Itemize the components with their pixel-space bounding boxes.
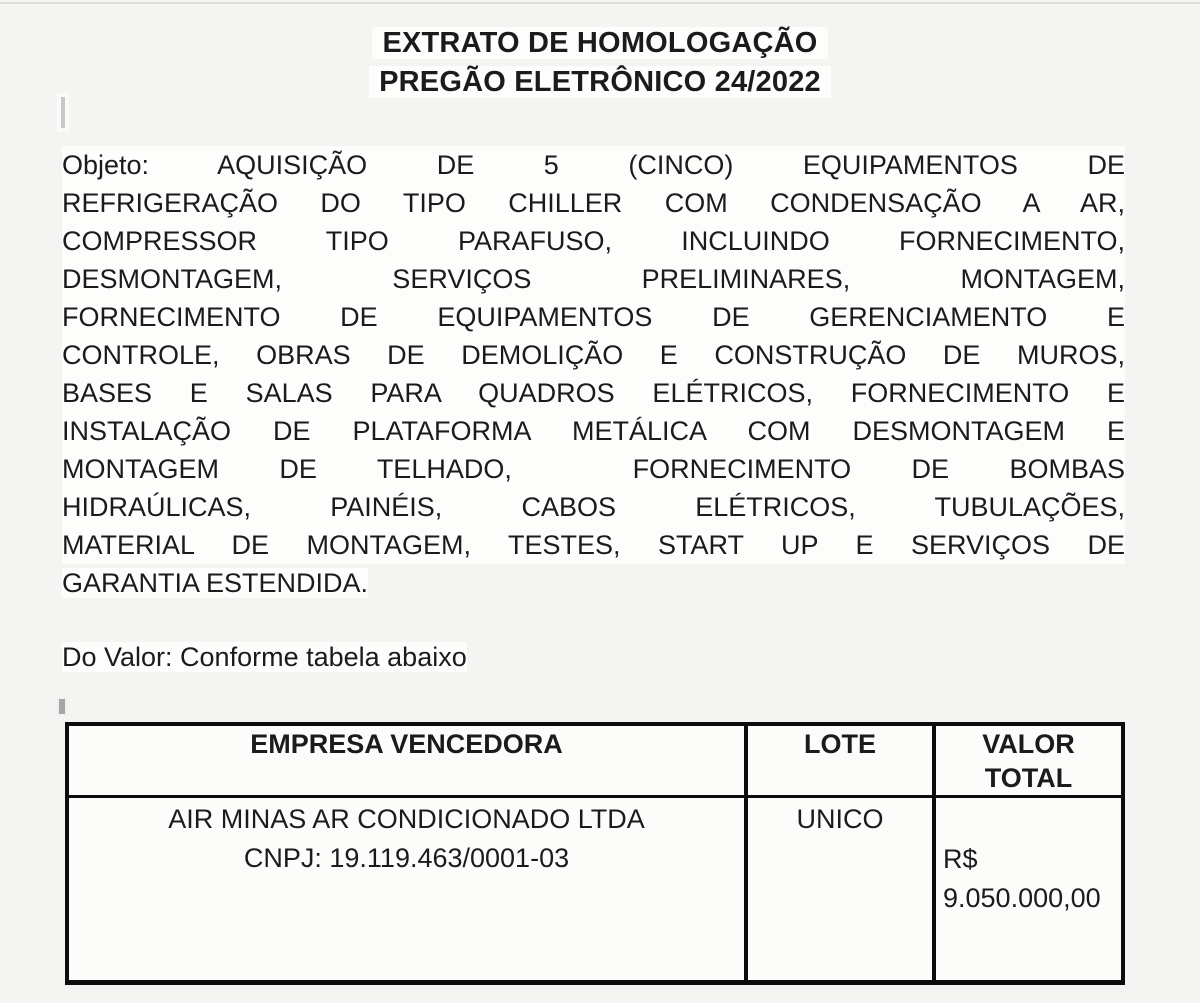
scan-artifact-mark-top <box>61 97 65 128</box>
col-header-lote: LOTE <box>748 726 936 798</box>
document-title <box>0 24 1200 102</box>
paragraph-line: REFRIGERAÇÃO DO TIPO CHILLER COM CONDENSAÇÃO A AR, <box>62 184 1125 222</box>
paragraph-line: Objeto: AQUISIÇÃO DE 5 (CINCO) EQUIPAMENTOS DE <box>62 146 1125 184</box>
cell-valor-total <box>936 798 1121 980</box>
paragraph-line-last <box>62 564 1125 602</box>
valor-note-text: Do Valor: Conforme tabela abaixo <box>62 642 467 672</box>
paragraph-line-last-text: GARANTIA ESTENDIDA. <box>62 568 369 598</box>
object-paragraph <box>62 146 1125 602</box>
table-header-row <box>69 726 1121 798</box>
col-header-empresa-vencedora: EMPRESA VENCEDORA <box>69 726 748 798</box>
valor-note <box>62 638 467 676</box>
paragraph-line: MONTAGEM DE TELHADO, FORNECIMENTO DE BOMBAS <box>62 450 1125 488</box>
top-divider <box>0 2 1200 4</box>
paragraph-line: BASES E SALAS PARA QUADROS ELÉTRICOS, FORNECIMENTO E <box>62 374 1125 412</box>
empresa-name: AIR MINAS AR CONDICIONADO LTDA <box>168 804 645 834</box>
title-line-2-text: PREGÃO ELETRÔNICO 24/2022 <box>369 66 831 98</box>
title-line-1-text: EXTRATO DE HOMOLOGAÇÃO <box>372 27 827 59</box>
paragraph-line: INSTALAÇÃO DE PLATAFORMA METÁLICA COM DESMONTAGEM E <box>62 412 1125 450</box>
paragraph-line: COMPRESSOR TIPO PARAFUSO, INCLUINDO FORNECIMENTO, <box>62 222 1125 260</box>
cell-empresa <box>69 798 748 980</box>
paragraph-line: DESMONTAGEM, SERVIÇOS PRELIMINARES, MONTAGEM, <box>62 260 1125 298</box>
table-row <box>69 798 1121 980</box>
paragraph-line: HIDRAÚLICAS, PAINÉIS, CABOS ELÉTRICOS, TUBULAÇÕES, <box>62 488 1125 526</box>
valor-amount: 9.050.000,00 <box>943 883 1101 913</box>
paragraph-line: FORNECIMENTO DE EQUIPAMENTOS DE GERENCIAMENTO E <box>62 298 1125 336</box>
scan-artifact-mark-table <box>59 699 65 714</box>
winner-table <box>65 722 1125 985</box>
paragraph-line: CONTROLE, OBRAS DE DEMOLIÇÃO E CONSTRUÇÃO DE MUROS, <box>62 336 1125 374</box>
title-line-1 <box>0 24 1200 63</box>
empresa-cnpj: CNPJ: 19.119.463/0001-03 <box>243 843 570 873</box>
cell-lote: UNICO <box>748 798 936 980</box>
paragraph-line: MATERIAL DE MONTAGEM, TESTES, START UP E SERVIÇOS DE <box>62 526 1125 564</box>
title-line-2 <box>0 63 1200 102</box>
col-header-valor-total: VALOR TOTAL <box>936 726 1121 798</box>
valor-currency: R$ <box>943 844 978 874</box>
